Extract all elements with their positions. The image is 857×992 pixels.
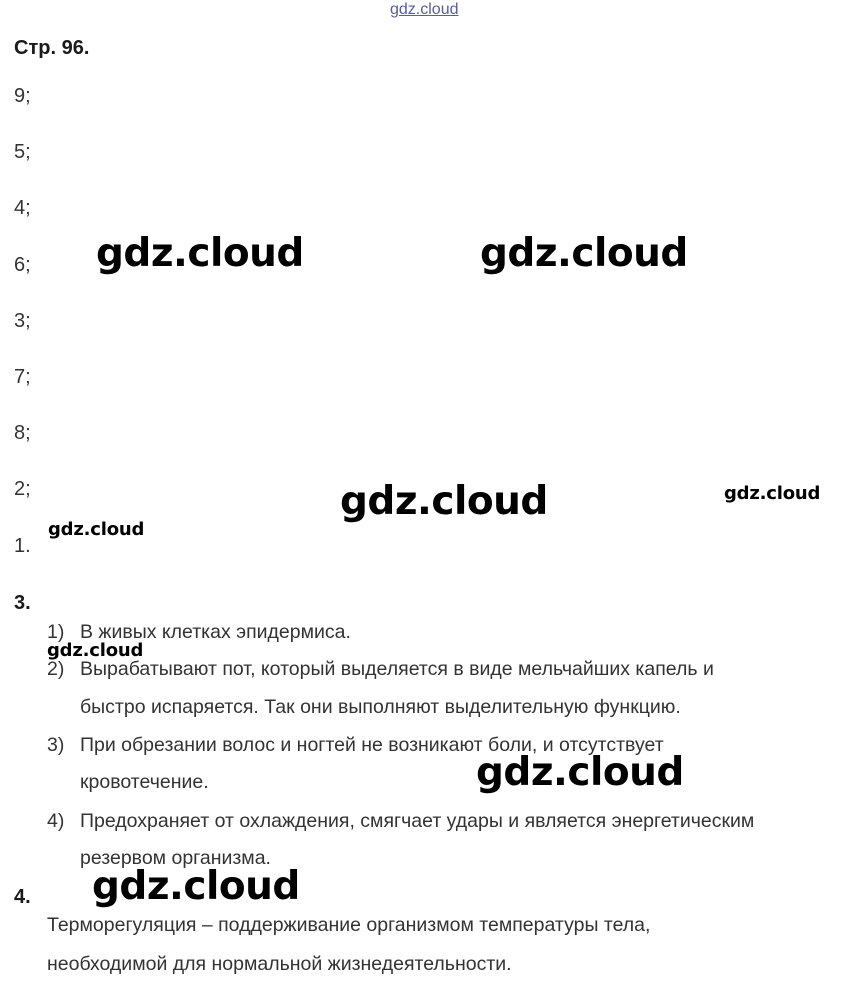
watermark: gdz.cloud [340, 479, 548, 524]
watermark: gdz.cloud [92, 864, 300, 909]
task4-text: Терморегуляция – поддерживание организмом температуры тела, [47, 914, 651, 936]
sequence-item: 9; [14, 85, 31, 107]
watermark-top[interactable]: gdz.cloud [390, 1, 459, 18]
task3-item-text: Предохраняет от охлаждения, смягчает удары и является энергетическим [80, 810, 755, 832]
task3-number: 3. [14, 592, 31, 614]
sequence-item: 1. [14, 535, 31, 557]
sequence-item: 4; [14, 197, 31, 219]
task3-item-text: быстро испаряется. Так они выполняют выделительную функцию. [80, 696, 681, 718]
page-header: Стр. 96. [14, 37, 90, 59]
task3-item-marker: 1) [47, 621, 65, 643]
sequence-item: 7; [14, 366, 31, 388]
task3-item-text: резервом организма. [80, 847, 271, 869]
task3-item-text: При обрезании волос и ногтей не возникают боли, и отсутствует [80, 734, 664, 756]
sequence-item: 5; [14, 141, 31, 163]
watermark: gdz.cloud [47, 640, 144, 661]
watermark: gdz.cloud [48, 519, 145, 540]
task4-text: необходимой для нормальной жизнедеятельности. [47, 953, 512, 975]
task3-item-text: Вырабатывают пот, который выделяется в виде мельчайших капель и [80, 658, 714, 680]
task4-number: 4. [14, 886, 31, 908]
task3-item-marker: 2) [47, 658, 65, 680]
watermark: gdz.cloud [476, 750, 684, 795]
watermark: gdz.cloud [96, 231, 304, 276]
sequence-item: 8; [14, 422, 31, 444]
task3-item-text: В живых клетках эпидермиса. [80, 621, 351, 643]
task3-item-marker: 3) [47, 734, 65, 756]
sequence-item: 6; [14, 254, 31, 276]
watermark: gdz.cloud [724, 483, 821, 504]
sequence-item: 2; [14, 478, 31, 500]
watermark: gdz.cloud [480, 231, 688, 276]
sequence-item: 3; [14, 310, 31, 332]
task3-item-text: кровотечение. [80, 771, 209, 793]
task3-item-marker: 4) [47, 810, 65, 832]
